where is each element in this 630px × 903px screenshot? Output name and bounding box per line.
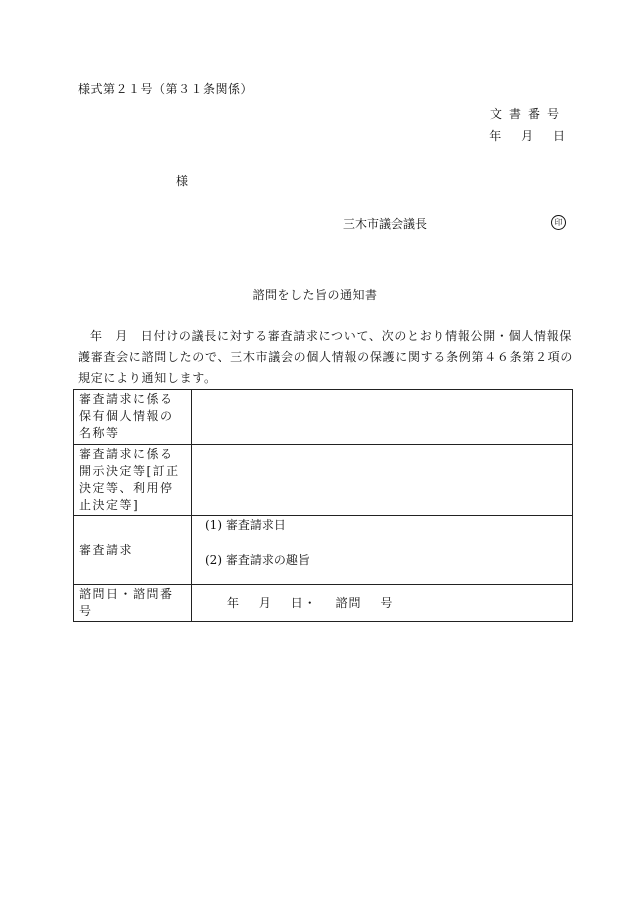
request-info-table <box>73 389 573 622</box>
table-label: 審査請求 <box>74 516 192 585</box>
table-label: 諮問日・諮問番号 <box>74 585 192 622</box>
referral-number: 号 <box>380 595 394 610</box>
referral-label: 諮問 <box>335 595 362 610</box>
referral-year: 年 <box>227 595 241 610</box>
table-value <box>192 516 573 585</box>
form-number: 様式第２１号（第３１条関係） <box>78 82 254 96</box>
body-text: 年 月 日付けの議長に対する審査請求について、次のとおり情報公開・個人情報保護審査会に諮問したので、三木市議会の個人情報の保護に関する条例第４６条第２項の規定により通知します。 <box>78 329 574 385</box>
request-date-item: (1) 審査請求日 <box>205 518 286 532</box>
table-row <box>74 445 573 516</box>
date-month: 月 <box>521 129 535 143</box>
table-row <box>74 390 573 445</box>
addressee-honorific: 様 <box>176 174 189 188</box>
sender-name: 三木市議会議長 <box>343 217 428 231</box>
date-year: 年 <box>489 129 503 143</box>
table-value <box>192 390 573 445</box>
table-row <box>74 516 573 585</box>
request-purpose-item: (2) 審査請求の趣旨 <box>205 553 310 567</box>
document-number-label: 文書番号 <box>489 107 566 121</box>
table-label: 審査請求に係る開示決定等[訂正決定等、利用停止決定等] <box>74 445 192 516</box>
table-label: 審査請求に係る保有個人情報の名称等 <box>74 390 192 445</box>
seal-mark: 印 <box>551 215 566 230</box>
document-title: 諮問をした旨の通知書 <box>252 288 378 302</box>
date-line <box>475 127 566 144</box>
table-value <box>192 445 573 516</box>
date-day: 日 <box>552 129 566 143</box>
referral-day: 日・ <box>290 595 317 610</box>
table-value <box>192 585 573 622</box>
table-row <box>74 585 573 622</box>
referral-date-number <box>197 595 567 612</box>
referral-month: 月 <box>258 595 272 610</box>
